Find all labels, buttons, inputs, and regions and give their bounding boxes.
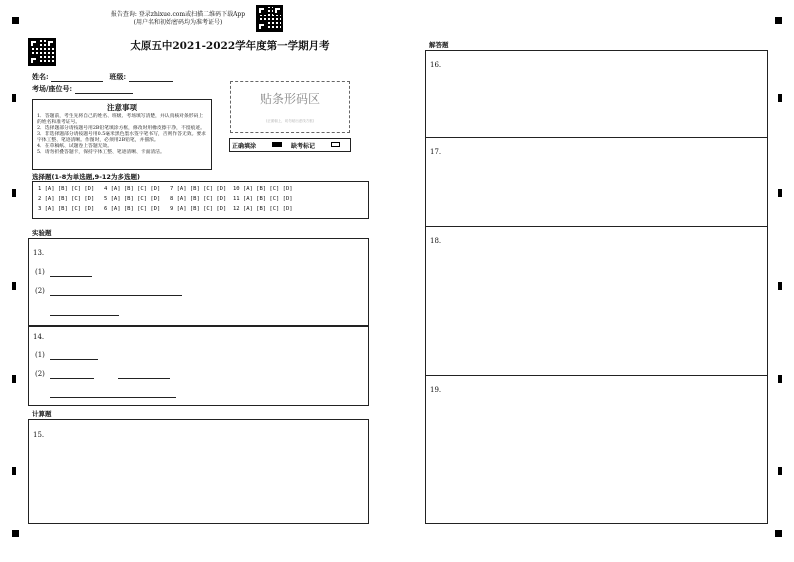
choice-q3[interactable]: 3 [A] [B] [C] [D] [38, 206, 95, 212]
report-notice-line2: (用户名和初始密码均为准考证号) [133, 19, 223, 26]
timing-mark [12, 375, 16, 383]
choice-q7[interactable]: 7 [A] [B] [C] [D] [170, 186, 227, 192]
seat-field[interactable] [75, 85, 133, 94]
question-16-label: 16. [430, 61, 442, 69]
question-19-label: 19. [430, 386, 442, 394]
notes-item-1: 1．答题前，考生先将自己的姓名、班级、考场填写清楚，并认真核对条形码上的姓名和准考证号。 [37, 114, 204, 125]
choice-q1[interactable]: 1 [A] [B] [C] [D] [38, 186, 95, 192]
choice-row [233, 186, 293, 192]
corner-mark-bl [12, 530, 19, 537]
absent-mark-box[interactable] [331, 142, 340, 147]
choice-q8[interactable]: 8 [A] [B] [C] [D] [170, 196, 227, 202]
q13-part2-line[interactable] [50, 295, 182, 296]
choice-row [38, 196, 94, 202]
answer-box-19[interactable] [425, 375, 768, 524]
q14-part2-line-2[interactable] [50, 397, 176, 398]
timing-mark [778, 94, 782, 102]
timing-mark [12, 94, 16, 102]
q14-part1-line[interactable] [50, 359, 98, 360]
timing-mark [12, 282, 16, 290]
question-18-label: 18. [430, 237, 442, 245]
correct-fill-label: 正确填涂 [232, 143, 257, 150]
experiment-section-title: 实验题 [32, 229, 52, 237]
correct-fill-sample [272, 142, 282, 147]
answer-box-17[interactable] [425, 137, 768, 227]
calc-section-title: 计算题 [32, 410, 52, 418]
timing-mark [778, 189, 782, 197]
choice-q6[interactable]: 6 [A] [B] [C] [D] [104, 206, 161, 212]
answer-box-15[interactable] [28, 419, 369, 524]
choice-section-title: 选择题(1-8为单选题,9-12为多选题) [32, 173, 140, 181]
corner-mark-tl [12, 17, 19, 24]
choice-q4[interactable]: 4 [A] [B] [C] [D] [104, 186, 161, 192]
question-14-label: 14. [33, 333, 45, 341]
answer-box-18[interactable] [425, 226, 768, 376]
choice-row [104, 206, 160, 212]
corner-mark-br [775, 530, 782, 537]
notes-item-5: 5．请勿折叠答题卡，保持字体工整、笔迹清晰、卡面清洁。 [37, 150, 165, 155]
seat-row [32, 84, 133, 94]
q13-part2-label: (2) [35, 287, 45, 295]
report-notice [108, 11, 248, 27]
q14-part2-line[interactable] [50, 378, 94, 379]
choice-q2[interactable]: 2 [A] [B] [C] [D] [38, 196, 95, 202]
choice-row [38, 186, 94, 192]
seat-label: 考场/座位号: [32, 84, 73, 93]
q14-part1-label: (1) [35, 351, 45, 359]
exam-title: 太原五中2021-2022学年度第一学期月考 [130, 40, 330, 52]
q14-part2-line-b[interactable] [118, 378, 170, 379]
choice-row [170, 196, 226, 202]
choice-q5[interactable]: 5 [A] [B] [C] [D] [104, 196, 161, 202]
choice-row [104, 186, 160, 192]
corner-mark-tr [775, 17, 782, 24]
notes-item-3: 3．非选择题部分请按题号用0.5毫米黑色墨水签字笔书写，否则作答无效。要求字体工整、笔迹清晰。作图时，必须用2B铅笔，并描浓。 [37, 132, 206, 143]
report-notice-line1: 报告查询: 登录zhixue.com或扫描二维码下载App [110, 11, 246, 18]
answer-section-title: 解答题 [429, 41, 449, 49]
choice-row [170, 186, 226, 192]
barcode-label: 贴条形码区 [259, 92, 320, 106]
choice-row [233, 196, 293, 202]
timing-mark [778, 467, 782, 475]
choice-row [170, 206, 226, 212]
class-field[interactable] [129, 73, 173, 82]
choice-row [104, 196, 160, 202]
timing-mark [778, 282, 782, 290]
choice-row [38, 206, 94, 212]
student-qr-code [28, 38, 56, 66]
barcode-sub: (正面朝上，切勿贴出虚线方框) [265, 119, 315, 123]
name-field[interactable] [51, 73, 103, 82]
choice-q11[interactable]: 11 [A] [B] [C] [D] [233, 196, 293, 202]
class-label: 班级: [109, 72, 127, 81]
choice-q12[interactable]: 12 [A] [B] [C] [D] [233, 206, 293, 212]
question-13-label: 13. [33, 249, 45, 257]
timing-mark [12, 467, 16, 475]
choice-q9[interactable]: 9 [A] [B] [C] [D] [170, 206, 227, 212]
question-15-label: 15. [33, 431, 45, 439]
name-row [32, 72, 173, 82]
choice-row [233, 206, 293, 212]
absent-mark-label: 缺考标记 [291, 143, 316, 150]
notes-box [32, 99, 212, 170]
q13-part1-line[interactable] [50, 276, 92, 277]
barcode-area [230, 81, 350, 133]
timing-mark [12, 189, 16, 197]
answer-box-14[interactable] [28, 326, 369, 406]
q13-part2-line-2[interactable] [50, 315, 119, 316]
app-qr-code [256, 5, 283, 32]
q13-part1-label: (1) [35, 268, 45, 276]
answer-box-13[interactable] [28, 238, 369, 326]
notes-title: 注意事项 [107, 103, 137, 112]
notes-item-4: 4．在草稿纸、试题卷上答题无效。 [37, 144, 113, 149]
timing-mark [778, 375, 782, 383]
name-label: 姓名: [32, 72, 49, 81]
choice-q10[interactable]: 10 [A] [B] [C] [D] [233, 186, 293, 192]
answer-box-16[interactable] [425, 50, 768, 138]
question-17-label: 17. [430, 148, 442, 156]
notes-item-2: 2．选择题部分请按题号用2B铅笔填涂方框，修改时用橡皮擦干净，不留痕迹。 [37, 126, 205, 131]
q14-part2-label: (2) [35, 370, 45, 378]
